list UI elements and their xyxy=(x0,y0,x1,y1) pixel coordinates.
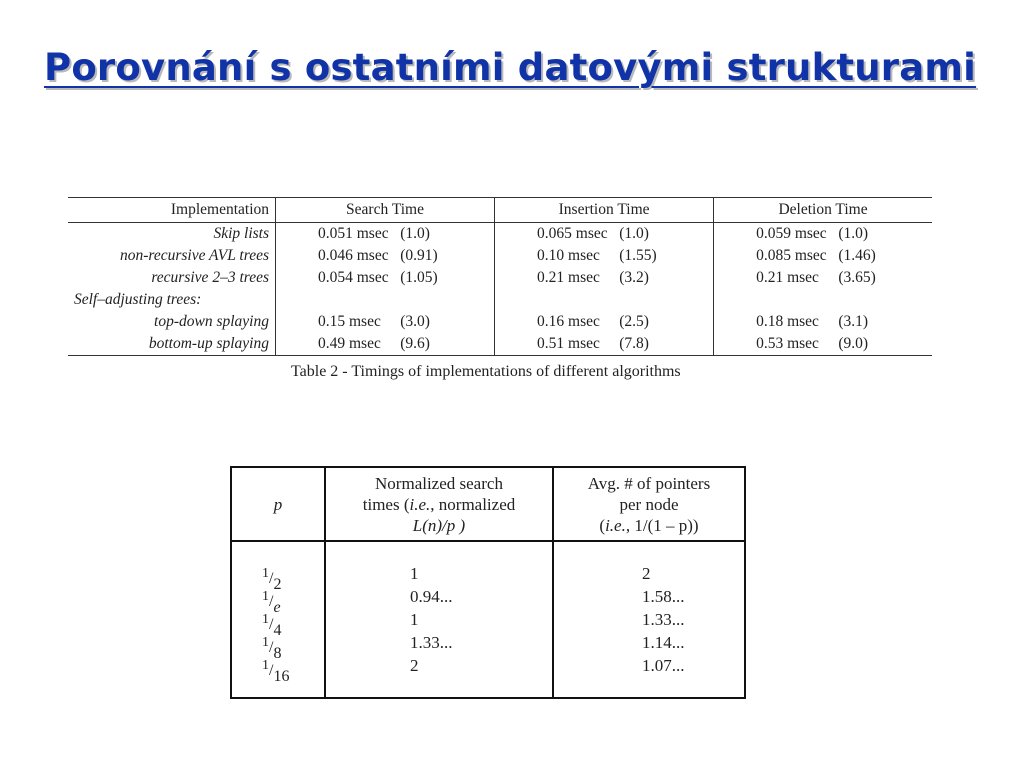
normalized-values-cell xyxy=(325,541,553,698)
header-avg-line3c: , 1/(1 – p)) xyxy=(625,515,699,535)
search-time-cell: 0.15 msec (3.0) xyxy=(276,311,495,333)
normalized-value: 1.33... xyxy=(410,633,453,652)
insertion-time-cell: 0.10 msec (1.55) xyxy=(495,245,714,267)
deletion-time-cell: 0.21 msec (3.65) xyxy=(756,269,876,286)
header-avg-line2: per node xyxy=(619,494,679,514)
insertion-time-cell: 0.065 msec (1.0) xyxy=(495,223,714,246)
slide-title: Porovnání s ostatními datovými strukturami xyxy=(44,46,977,89)
header-search-time: Search Time xyxy=(276,198,495,223)
table-row xyxy=(68,223,932,246)
implementation-cell: top-down splaying xyxy=(68,311,276,333)
implementation-cell: recursive 2–3 trees xyxy=(68,267,276,289)
header-insertion-time: Insertion Time xyxy=(495,198,714,223)
search-time-cell: 0.051 msec (1.0) xyxy=(276,223,495,246)
insertion-time-cell: 0.21 msec (3.2) xyxy=(495,267,714,289)
header-normalized-line2b: i.e. xyxy=(409,494,431,514)
header-p: p xyxy=(231,467,325,541)
avg-pointers-value: 1.14... xyxy=(642,633,685,652)
table-row xyxy=(68,311,932,333)
implementation-cell: bottom-up splaying xyxy=(68,333,276,356)
p-value: $^1/_e$ xyxy=(262,589,281,616)
header-normalized-line2a: times ( xyxy=(362,494,410,514)
probability-header-row xyxy=(231,467,745,541)
normalized-value: 2 xyxy=(410,656,419,675)
p-value: $^1/_8$ xyxy=(262,635,282,662)
p-value: $^1/_4$ xyxy=(262,612,282,639)
header-implementation: Implementation xyxy=(68,198,276,223)
deletion-time-cell: 0.53 msec (9.0) xyxy=(714,333,932,356)
search-time-cell xyxy=(276,289,495,311)
deletion-time-cell: 0.085 msec (1.46) xyxy=(756,247,876,264)
header-normalized-line1: Normalized search xyxy=(375,473,503,493)
search-time-cell: 0.49 msec (9.6) xyxy=(276,333,495,356)
probability-body-row xyxy=(231,541,745,698)
normalized-value: 1 xyxy=(410,564,419,583)
header-avg-line1: Avg. # of pointers xyxy=(587,473,711,493)
timings-table-caption: Table 2 - Timings of implementations of different algorithms xyxy=(291,363,681,380)
deletion-time-cell: 0.059 msec (1.0) xyxy=(756,225,869,242)
table-row xyxy=(68,289,932,311)
header-avg-line3b: i.e. xyxy=(605,515,626,535)
header-normalized-line2c: , normalized xyxy=(430,494,516,514)
timings-table xyxy=(68,197,932,356)
avg-pointers-value: 1.33... xyxy=(642,610,685,629)
avg-pointers-value: 1.58... xyxy=(642,587,685,606)
p-values-cell xyxy=(231,541,325,698)
header-deletion-time: Deletion Time xyxy=(714,198,932,223)
timings-header-row xyxy=(68,198,932,223)
header-avg-line3a: ( xyxy=(599,515,606,535)
normalized-value: 0.94... xyxy=(410,587,453,606)
table-row xyxy=(68,245,932,267)
avg-pointers-value: 2 xyxy=(642,564,651,583)
header-normalized-line3: L(n)/p ) xyxy=(412,515,466,535)
implementation-cell: Skip lists xyxy=(68,223,276,246)
header-normalized-search-times xyxy=(325,467,553,541)
insertion-time-cell: 0.16 msec (2.5) xyxy=(495,311,714,333)
deletion-time-cell xyxy=(714,289,932,311)
p-value: $^1/_{16}$ xyxy=(262,658,290,685)
avg-pointers-cell xyxy=(553,541,745,698)
table-row xyxy=(68,267,932,289)
search-time-cell: 0.054 msec (1.05) xyxy=(276,267,495,289)
normalized-value: 1 xyxy=(410,610,419,629)
avg-pointers-value: 1.07... xyxy=(642,656,685,675)
insertion-time-cell: 0.51 msec (7.8) xyxy=(495,333,714,356)
deletion-time-cell: 0.18 msec (3.1) xyxy=(756,313,869,330)
insertion-time-cell xyxy=(495,289,714,311)
table-row xyxy=(68,333,932,356)
skiplist-probability-table xyxy=(230,466,746,699)
implementation-group-cell: Self–adjusting trees: xyxy=(68,289,276,311)
header-avg-pointers xyxy=(553,467,745,541)
search-time-cell: 0.046 msec (0.91) xyxy=(276,245,495,267)
implementation-cell: non-recursive AVL trees xyxy=(68,245,276,267)
p-value: $^1/_2$ xyxy=(262,566,282,593)
